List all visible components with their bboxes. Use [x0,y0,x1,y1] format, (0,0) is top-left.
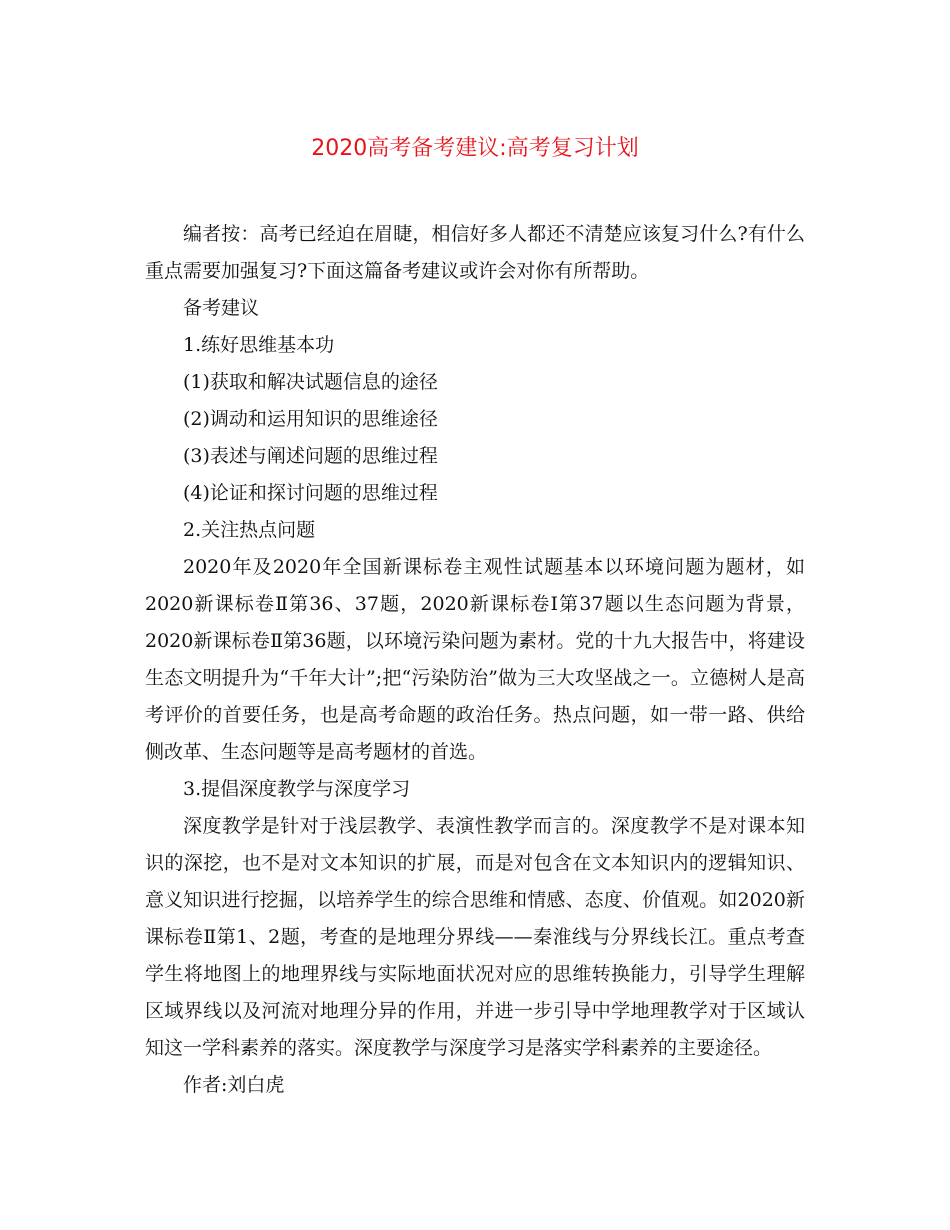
paragraph-item-4: (4)论证和探讨问题的思维过程 [183,482,438,504]
paragraph-deep-teaching: 深度教学是针对于浅层教学、表演性教学而言的。深度教学不是对课本知识的深挖，也不是对文本知识的扩展，而是对包含在文本知识内的逻辑知识、意义知识进行挖掘，以培养学生的综合思维和情感、态度、价值观。如2020新课标卷Ⅱ第1、2题，考查的是地理分界线——秦淮线与分界线长江。重点考查学生将地图上的地理界线与实际地面状况对应的思维转换能力，引导学生理解区域界线以及河流对地理分异的作用，并进一步引导中学地理教学对于区域认知这一学科素养的落实。深度教学与深度学习是落实学科素养的主要途径。 [145,815,805,1059]
paragraph-item-2: (2)调动和运用知识的思维途径 [183,408,438,430]
document-title: 2020高考备考建议:高考复习计划 [311,136,639,161]
paragraph-editor-note: 编者按：高考已经迫在眉睫，相信好多人都还不清楚应该复习什么?有什么重点需要加强复习?下面这篇备考建议或许会对你有所帮助。 [145,223,805,282]
paragraph-item-1: (1)获取和解决试题信息的途径 [183,371,438,393]
paragraph-item-3: (3)表述与阐述问题的思维过程 [183,445,438,467]
paragraph-hot-topics: 2020年及2020年全国新课标卷主观性试题基本以环境问题为题材，如2020新课标卷Ⅱ第36、37题，2020新课标卷Ⅰ第37题以生态问题为背景，2020新课标卷Ⅱ第36题，以环境污染问题为素材。党的十九大报告中，将建设生态文明提升为“千年大计”;把“污染防治”做为三大攻坚战之一。立德树人是高考评价的首要任务，也是高考命题的政治任务。热点问题，如一带一路、供给侧改革、生态问题等是高考题材的首选。 [145,556,805,763]
paragraph-section-1: 1.练好思维基本功 [183,334,335,356]
paragraph-section-3: 3.提倡深度教学与深度学习 [183,778,411,800]
paragraph-author: 作者:刘白虎 [183,1074,285,1096]
paragraph-heading-advice: 备考建议 [183,297,260,319]
document-body [145,216,805,1104]
paragraph-section-2: 2.关注热点问题 [183,519,316,541]
